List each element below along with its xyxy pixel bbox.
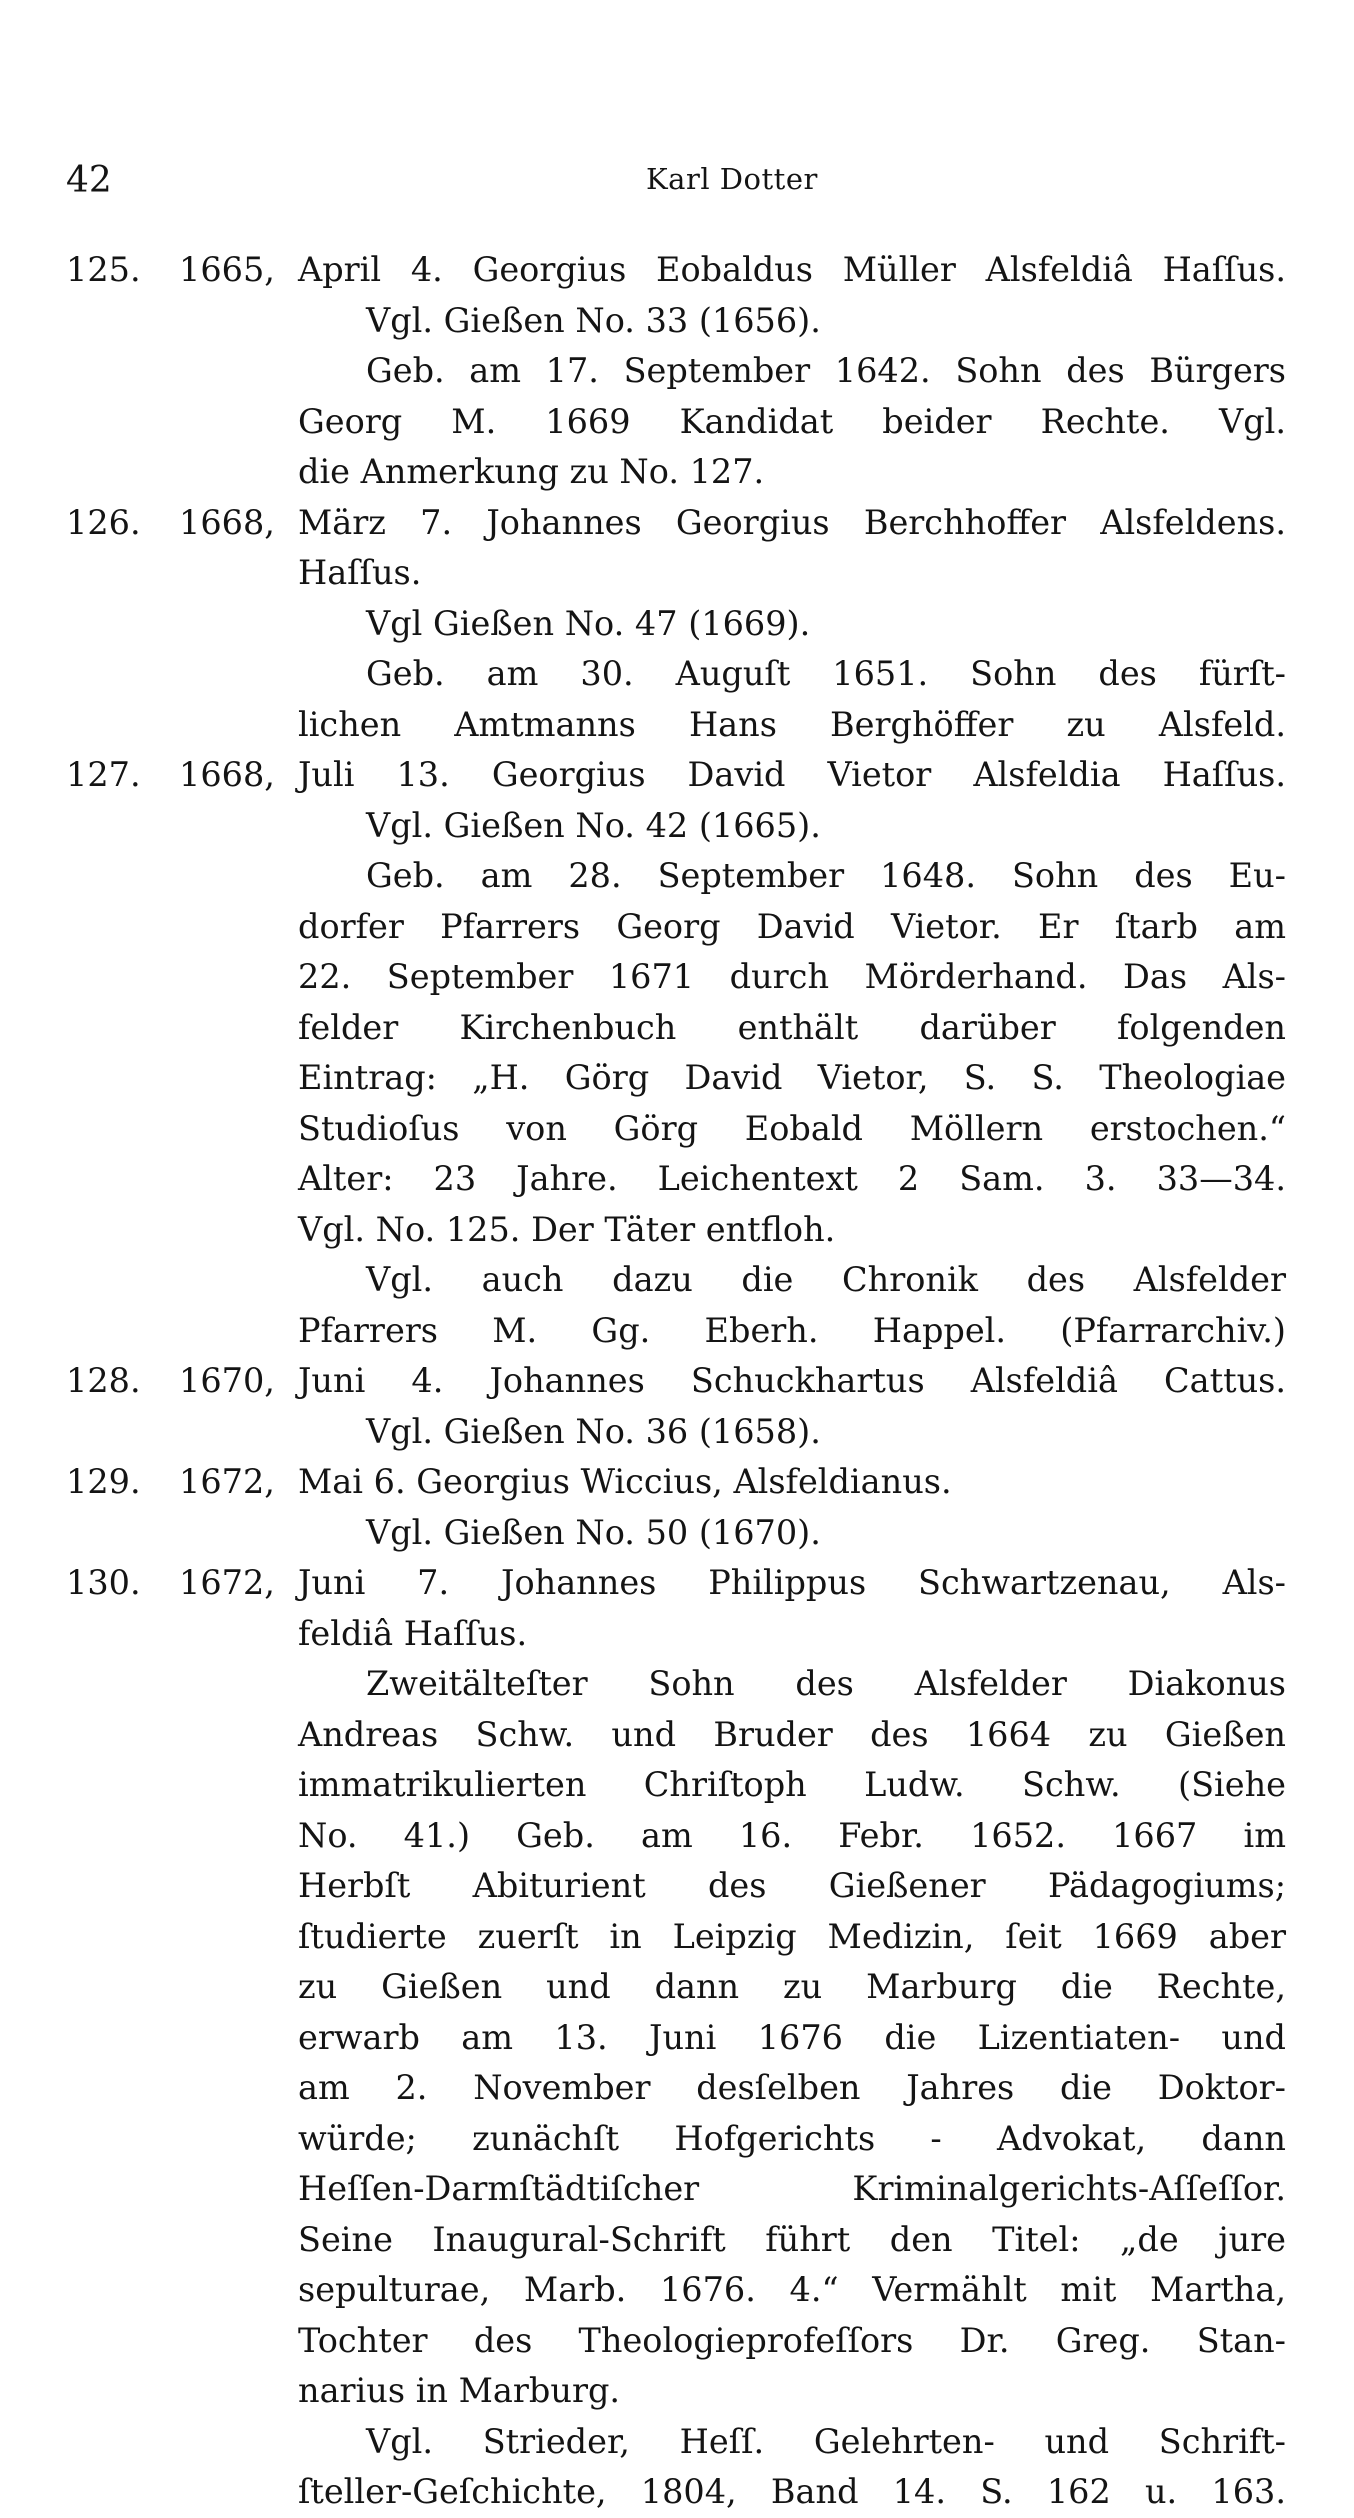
register-entries <box>66 245 1286 2518</box>
entry-body-text: dorfer Pfarrers Georg David Vietor. Er ſtarb am <box>298 906 1286 946</box>
entry-body-text: No. 41.) Geb. am 16. Febr. 1652. 1667 im <box>298 1815 1286 1855</box>
entry-heading-text: März 7. Johannes Georgius Berchhoffer Alsfeldens. <box>298 502 1286 542</box>
register-entry <box>66 1558 1286 2518</box>
entry-body-text: die Anmerkung zu No. 127. <box>298 452 765 491</box>
entry-year: 1665, <box>179 250 275 289</box>
entry-body-text: Alter: 23 Jahre. Leichentext 2 Sam. 3. 33—34. <box>298 1159 1286 1198</box>
text-line <box>66 2265 1286 2316</box>
text-line <box>66 447 1286 498</box>
text-line <box>66 649 1286 700</box>
text-line <box>66 245 1286 296</box>
text-line <box>66 1104 1286 1155</box>
text-line <box>66 296 1286 347</box>
text-line <box>66 346 1286 397</box>
text-line <box>66 1407 1286 1458</box>
entry-body-text: Eintrag: „H. Görg David Vietor, S. S. Theologiae <box>298 1058 1286 1097</box>
text-line <box>66 2215 1286 2266</box>
text-line <box>66 952 1286 1003</box>
entry-year: 1668, <box>179 502 275 542</box>
text-line <box>66 1811 1286 1862</box>
text-line <box>66 801 1286 852</box>
entry-year: 1670, <box>179 1361 275 1400</box>
entry-heading-text: Juni 4. Johannes Schuckhartus Alsfeldiâ Cattus. <box>298 1361 1286 1400</box>
entry-body-text: Geb. am 30. Auguſt 1651. Sohn des fürſt- <box>366 654 1286 693</box>
entry-body-text: Studioſus von Görg Eobald Möllern erstochen.“ <box>298 1108 1286 1148</box>
register-entry <box>66 1356 1286 1457</box>
text-line <box>66 1558 1286 1609</box>
entry-body-text: Pfarrers M. Gg. Eberh. Happel. (Pfarrarchiv.) <box>298 1310 1286 1350</box>
entry-body-text: Vgl. Gießen No. 36 (1658). <box>366 1411 821 1451</box>
entry-body-text: lichen Amtmanns Hans Berghöffer zu Alsfeld. <box>298 704 1286 744</box>
text-line <box>66 1609 1286 1660</box>
text-line <box>66 2417 1286 2468</box>
text-line <box>66 1457 1286 1508</box>
entry-body-text: Zweitälteſter Sohn des Alsfelder Diakonus <box>366 1664 1286 1703</box>
entry-body-text: Andreas Schw. und Bruder des 1664 zu Gießen <box>298 1714 1286 1754</box>
entry-year: 1672, <box>179 1462 275 1501</box>
text-line <box>66 397 1286 448</box>
text-line <box>66 1003 1286 1054</box>
text-line <box>66 1306 1286 1357</box>
entry-body-text: 22. September 1671 durch Mörderhand. Das Als- <box>298 957 1286 996</box>
text-line <box>66 2316 1286 2367</box>
text-line <box>66 1760 1286 1811</box>
running-head <box>66 160 1288 210</box>
entry-year: 1672, <box>179 1563 275 1602</box>
entry-body-text: sepulturae, Marb. 1676. 4.“ Vermählt mit Martha, <box>298 2270 1286 2309</box>
text-line <box>66 700 1286 751</box>
text-line <box>66 498 1286 549</box>
register-entry <box>66 1457 1286 1558</box>
text-line <box>66 1508 1286 1559</box>
text-line <box>66 1053 1286 1104</box>
entry-body-text: Tochter des Theologieprofeſſors Dr. Greg. Stan- <box>298 2320 1286 2360</box>
entry-number: 128. <box>66 1361 141 1400</box>
register-entry <box>66 498 1286 751</box>
entry-body-text: würde; zunächſt Hofgerichts - Advokat, dann <box>298 2118 1286 2158</box>
text-line <box>66 1205 1286 1256</box>
entry-body-text: Vgl. Gießen No. 50 (1670). <box>366 1512 821 1552</box>
entry-body-text: Geb. am 28. September 1648. Sohn des Eu- <box>366 856 1286 895</box>
text-line <box>66 1861 1286 1912</box>
entry-heading-text: Juni 7. Johannes Philippus Schwartzenau, Als- <box>298 1563 1286 1602</box>
text-line <box>66 1659 1286 1710</box>
entry-body-text: Vgl Gießen No. 47 (1669). <box>366 603 811 643</box>
entry-body-text: ſtudierte zuerſt in Leipzig Medizin, ſeit 1669 aber <box>298 1916 1286 1956</box>
text-line <box>66 599 1286 650</box>
entry-body-text: immatrikulierten Chriſtoph Ludw. Schw. (Siehe <box>298 1765 1286 1804</box>
text-line <box>66 2467 1286 2518</box>
text-line <box>66 1962 1286 2013</box>
register-entry <box>66 245 1286 498</box>
entry-heading-text: April 4. Georgius Eobaldus Müller Alsfeldiâ Haſſus. <box>298 250 1286 289</box>
entry-body-text: Vgl. auch dazu die Chronik des Alsfelder <box>366 1260 1286 1299</box>
text-line <box>66 548 1286 599</box>
text-line <box>66 1154 1286 1205</box>
entry-body-text: Vgl. No. 125. Der Täter entfloh. <box>298 1209 836 1249</box>
entry-number: 129. <box>66 1462 141 1501</box>
entry-body-text: Heſſen-Darmſtädtiſcher Kriminalgerichts-Aſſeſſor. <box>298 2169 1286 2208</box>
entry-body-text: Vgl. Gießen No. 42 (1665). <box>366 805 821 845</box>
entry-body-text: zu Gießen und dann zu Marburg die Rechte, <box>298 1967 1286 2006</box>
entry-body-text: Geb. am 17. September 1642. Sohn des Bürgers <box>366 351 1286 390</box>
text-line <box>66 2366 1286 2417</box>
text-line <box>66 750 1286 801</box>
entry-body-text: Haſſus. <box>298 553 422 592</box>
text-line <box>66 1356 1286 1407</box>
entry-number: 127. <box>66 755 141 794</box>
text-line <box>66 2164 1286 2215</box>
entry-heading-text: Juli 13. Georgius David Vietor Alsfeldia Haſſus. <box>298 755 1286 794</box>
register-entry <box>66 750 1286 1356</box>
entry-number: 125. <box>66 250 141 289</box>
text-line <box>66 1255 1286 1306</box>
text-line <box>66 2063 1286 2114</box>
entry-number: 130. <box>66 1563 141 1602</box>
entry-heading-text: Mai 6. Georgius Wiccius, Alsfeldianus. <box>298 1462 952 1501</box>
entry-body-text: erwarb am 13. Juni 1676 die Lizentiaten- und <box>298 2017 1286 2057</box>
text-line <box>66 1912 1286 1963</box>
text-line <box>66 2013 1286 2064</box>
entry-body-text: Seine Inaugural-Schrift führt den Titel: „de jure <box>298 2219 1286 2259</box>
entry-number: 126. <box>66 502 141 542</box>
text-line <box>66 1710 1286 1761</box>
entry-year: 1668, <box>179 755 275 794</box>
entry-body-text: Georg M. 1669 Kandidat beider Rechte. Vgl. <box>298 401 1286 441</box>
text-line <box>66 2114 1286 2165</box>
entry-body-text: Vgl. Strieder, Heſſ. Gelehrten- und Schrift- <box>366 2421 1286 2461</box>
entry-body-text: Herbſt Abiturient des Gießener Pädagogiums; <box>298 1866 1286 1905</box>
entry-body-text: felder Kirchenbuch enthält darüber folgenden <box>298 1007 1286 1047</box>
entry-body-text: am 2. November desſelben Jahres die Doktor- <box>298 2068 1286 2107</box>
page-number: 42 <box>66 160 112 201</box>
text-line <box>66 902 1286 953</box>
entry-body-text: feldiâ Haſſus. <box>298 1613 528 1653</box>
running-title: Karl Dotter <box>646 162 818 196</box>
entry-body-text: Vgl. Gießen No. 33 (1656). <box>366 300 821 340</box>
text-line <box>66 851 1286 902</box>
entry-body-text: narius in Marburg. <box>298 2371 621 2410</box>
entry-body-text: ſteller-Geſchichte, 1804, Band 14. S. 162 u. 163. <box>298 2472 1286 2511</box>
